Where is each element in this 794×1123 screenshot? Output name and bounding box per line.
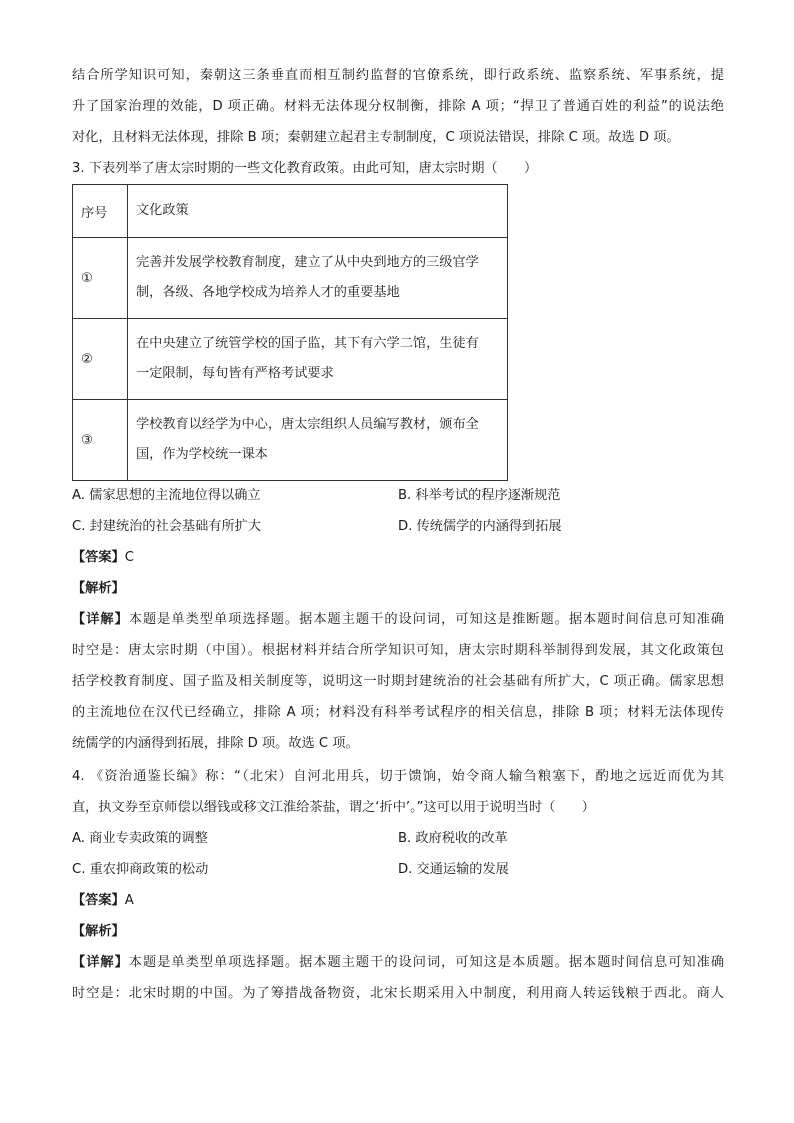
row-number: ②	[73, 319, 128, 400]
detail-text: 本题是单类型单项选择题。据本题主题干的设问词，可知这是推断题。据本题时间信息可知准确	[128, 612, 724, 627]
row-policy-line: 在中央建立了统管学校的国子监，其下有六学二馆，生徒有	[136, 336, 479, 351]
q3-detail-line-1	[72, 610, 724, 630]
q4-answer	[72, 891, 724, 911]
q4-detail-line-2: 时空是：北宋时期的中国。为了筹措战备物资，北宋长期采用入中制度，利用商人转运钱粮于西北。商人	[72, 986, 724, 1001]
q4-option-c: C. 重农抑商政策的松动	[72, 862, 209, 877]
table-header-policy: 文化政策	[128, 185, 508, 238]
q3-detail-line-5: 统儒学的内涵得到拓展，排除 D 项。故选 C 项。	[72, 736, 359, 751]
q4-option-d: D. 交通运输的发展	[398, 862, 509, 877]
row-number: ①	[73, 238, 128, 319]
q4-option-b: B. 政府税收的改革	[398, 831, 508, 846]
q3-detail-line-2: 时空是：唐太宗时期（中国）。根据材料并结合所学知识可知，唐太宗时期科举制得到发展，其文化政策包	[72, 643, 724, 658]
q4-detail-line-1	[72, 953, 724, 973]
q4-stem-line-2: 直，执文券至京师偿以缗钱或移文江淮给茶盐，谓之‘折中’。”这可以用于说明当时（ ）	[72, 800, 595, 815]
q4-option-a: A. 商业专卖政策的调整	[72, 831, 208, 846]
q3-option-b: B. 科举考试的程序逐渐规范	[398, 488, 561, 503]
analysis-tag: 【解析】	[72, 581, 125, 596]
q3-option-c: C. 封建统治的社会基础有所扩大	[72, 519, 262, 534]
table-header-row	[73, 185, 508, 238]
detail-text: 本题是单类型单项选择题。据本题主题干的设问词，可知这是本质题。据本题时间信息可知准确	[128, 955, 724, 970]
table-row	[73, 400, 508, 481]
answer-value: A	[124, 893, 134, 908]
answer-value: C	[124, 550, 134, 565]
analysis-tag: 【解析】	[72, 924, 125, 939]
row-policy-line: 国，作为学校统一课本	[136, 447, 268, 462]
table-row	[73, 319, 508, 400]
row-policy-line: 学校教育以经学为中心，唐太宗组织人员编写教材，颁布全	[136, 417, 479, 432]
q3-option-d: D. 传统儒学的内涵得到拓展	[398, 519, 562, 534]
q3-analysis-tag	[72, 579, 724, 599]
intro-line-1: 结合所学知识可知，秦朝这三条垂直而相互制约监督的官僚系统，即行政系统、监察系统、军事系统，提	[72, 68, 724, 83]
table-header-seq: 序号	[73, 185, 128, 238]
row-number: ③	[73, 400, 128, 481]
q3-answer	[72, 548, 724, 568]
answer-tag: 【答案】	[72, 893, 125, 908]
row-policy-line: 一定限制，每旬皆有严格考试要求	[136, 366, 334, 381]
q3-detail-line-3: 括学校教育制度、国子监及相关制度等，说明这一时期封建统治的社会基础有所扩大，C 项正确。儒家思想	[72, 674, 724, 689]
q3-option-a: A. 儒家思想的主流地位得以确立	[72, 488, 261, 503]
q4-analysis-tag	[72, 922, 724, 942]
intro-line-2: 升了国家治理的效能，D 项正确。材料无法体现分权制衡，排除 A 项；“捍卫了普通百姓的利益”的说法绝	[72, 99, 724, 114]
row-policy	[128, 400, 508, 481]
detail-tag: 【详解】	[72, 612, 129, 627]
q4-stem-line-1: 4. 《资治通鉴长编》称：“（北宋）自河北用兵，切于馈饷，始令商人输刍粮塞下，酌地之远近而优为其	[72, 769, 724, 784]
row-policy	[128, 238, 508, 319]
intro-line-3: 对化，且材料无法体现，排除 B 项；秦朝建立起君主专制制度，C 项说法错误，排除 C 项。故选 D 项。	[72, 130, 680, 145]
answer-tag: 【答案】	[72, 550, 125, 565]
policy-table	[72, 184, 508, 481]
detail-tag: 【详解】	[72, 955, 129, 970]
row-policy-line: 完善并发展学校教育制度，建立了从中央到地方的三级官学	[136, 255, 479, 270]
q3-detail-line-4: 的主流地位在汉代已经确立，排除 A 项；材料没有科举考试程序的相关信息，排除 B 项；材料无法体现传	[72, 705, 724, 720]
row-policy-line: 制，各级、各地学校成为培养人才的重要基地	[136, 285, 400, 300]
q3-stem: 3. 下表列举了唐太宗时期的一些文化教育政策。由此可知，唐太宗时期（ ）	[72, 161, 538, 176]
table-row	[73, 238, 508, 319]
row-policy	[128, 319, 508, 400]
